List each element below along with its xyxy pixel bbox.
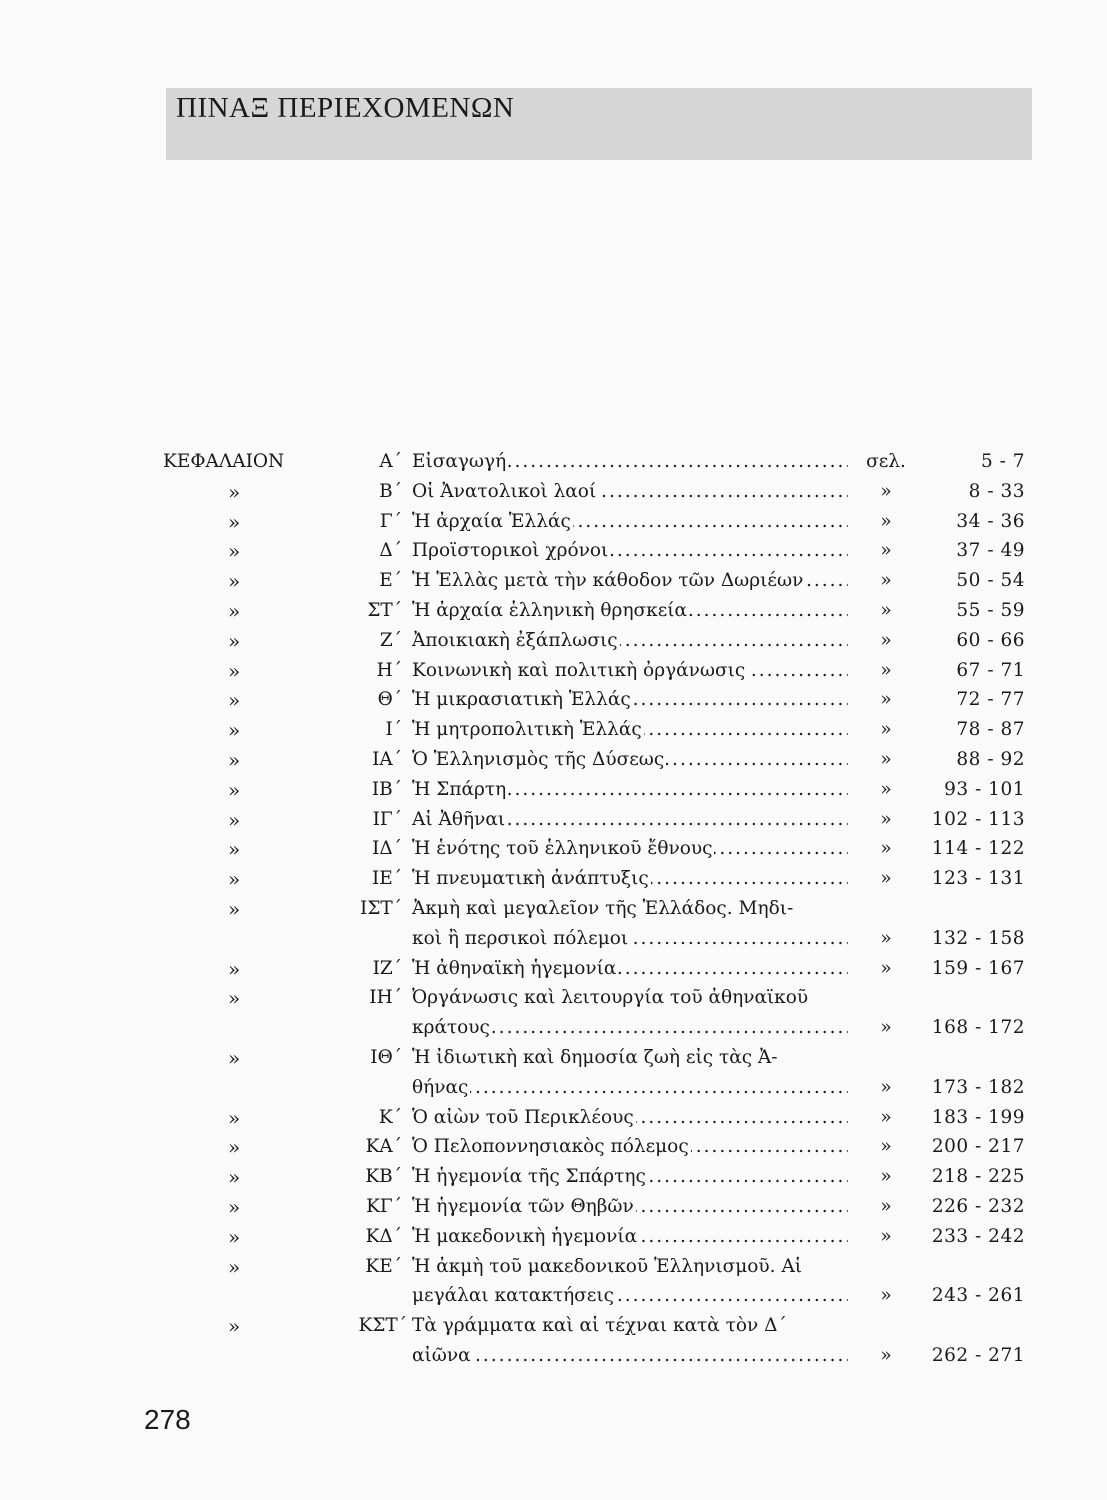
chapter-number: Η΄ bbox=[376, 659, 402, 681]
page-mark: » bbox=[880, 659, 892, 681]
page-range: 60 - 66 bbox=[956, 629, 1025, 651]
chapter-number: Ε΄ bbox=[379, 570, 402, 592]
toc-entry bbox=[0, 1162, 1107, 1192]
chapter-title-text: Ἡ Ἑλλὰς μετὰ τὴν κάθοδον τῶν Δωριέων bbox=[412, 570, 804, 592]
chapter-number: ΙΖ΄ bbox=[372, 957, 402, 979]
chapter-label: » bbox=[228, 748, 241, 772]
chapter-title bbox=[412, 1132, 848, 1162]
chapter-title-text: Ἡ μικρασιατικὴ Ἑλλάς bbox=[412, 689, 631, 711]
chapter-title-text: Ἡ μητροπολιτικὴ Ἑλλάς bbox=[412, 719, 642, 741]
toc-entry bbox=[0, 1013, 1107, 1043]
toc-entry bbox=[0, 834, 1107, 864]
chapter-number: ΚΒ΄ bbox=[365, 1166, 402, 1188]
chapter-number: ΙΕ΄ bbox=[371, 868, 402, 890]
chapter-title-text: Εἰσαγωγή bbox=[412, 451, 507, 472]
chapter-title-text: Ἡ πνευματικὴ ἀνάπτυξις bbox=[412, 868, 649, 890]
page-mark: » bbox=[880, 1076, 892, 1098]
chapter-number: ΙΘ΄ bbox=[370, 1047, 402, 1068]
chapter-title-text: Ἡ ἀκμὴ τοῦ μακεδονικοῦ Ἑλληνισμοῦ. Αἱ bbox=[412, 1255, 803, 1277]
page-mark: σελ. bbox=[866, 451, 906, 472]
chapter-title bbox=[412, 1192, 848, 1222]
chapter-label: » bbox=[228, 688, 241, 713]
chapter-label: » bbox=[228, 509, 241, 534]
chapter-title-text: Ὀργάνωσις καὶ λειτουργία τοῦ ἀθηναϊκοῦ bbox=[412, 987, 809, 1009]
page-title: ΠΙΝΑΞ ΠΕΡΙΕΧΟΜΕΝΩΝ bbox=[176, 92, 515, 124]
toc-entry bbox=[0, 1103, 1107, 1133]
chapter-title bbox=[412, 805, 848, 835]
page-range: 37 - 49 bbox=[956, 540, 1025, 562]
chapter-label: » bbox=[228, 1105, 241, 1130]
toc-entry bbox=[0, 983, 1107, 1013]
chapter-title-text: Ἡ ἀρχαία Ἑλλάς bbox=[412, 510, 571, 532]
chapter-number: Κ΄ bbox=[378, 1106, 402, 1128]
page-mark: » bbox=[880, 1345, 892, 1366]
toc-entry bbox=[0, 894, 1107, 924]
chapter-number: ΙΑ΄ bbox=[372, 749, 402, 770]
chapter-title-text: Αἱ Ἀθῆναι bbox=[412, 808, 506, 830]
chapter-title bbox=[412, 775, 848, 805]
page-range: 243 - 261 bbox=[931, 1285, 1025, 1307]
chapter-title-text: Κοινωνικὴ καὶ πολιτικὴ ὀργάνωσις bbox=[412, 659, 746, 681]
chapter-label: » bbox=[228, 1254, 241, 1279]
chapter-label: » bbox=[228, 599, 241, 623]
chapter-number: ΙΣΤ΄ bbox=[360, 898, 402, 919]
page-range: 78 - 87 bbox=[956, 719, 1025, 741]
chapter-number: ΣΤ΄ bbox=[367, 600, 402, 621]
toc-entry bbox=[0, 447, 1107, 477]
chapter-number: ΚΔ΄ bbox=[365, 1225, 402, 1247]
chapter-title-text: Ἡ ἡγεμονία τῶν Θηβῶν bbox=[412, 1196, 634, 1217]
chapter-label: » bbox=[228, 986, 241, 1011]
toc-entry bbox=[0, 1192, 1107, 1222]
page-mark: » bbox=[880, 480, 892, 502]
toc-entry bbox=[0, 566, 1107, 596]
chapter-title bbox=[412, 894, 848, 924]
page-mark: » bbox=[880, 510, 892, 532]
toc-entry bbox=[0, 685, 1107, 715]
chapter-title-text: Ἀποικιακὴ ἐξάπλωσις bbox=[412, 629, 618, 651]
page-range: 34 - 36 bbox=[956, 510, 1025, 532]
toc-entry bbox=[0, 1311, 1107, 1341]
chapter-label: » bbox=[228, 1135, 241, 1160]
page-mark: » bbox=[880, 689, 892, 711]
chapter-number: ΙΗ΄ bbox=[369, 987, 402, 1009]
chapter-title bbox=[412, 1311, 848, 1341]
page-range: 67 - 71 bbox=[956, 659, 1025, 681]
chapter-number: Β΄ bbox=[379, 480, 402, 502]
chapter-label: ΚΕΦΑΛΑΙΟΝ bbox=[163, 451, 285, 472]
chapter-title bbox=[412, 596, 848, 626]
toc-entry bbox=[0, 864, 1107, 894]
chapter-label: » bbox=[228, 1165, 241, 1190]
page-mark: » bbox=[880, 540, 892, 562]
chapter-title bbox=[412, 745, 848, 775]
page-range: 114 - 122 bbox=[931, 838, 1025, 860]
chapter-label: » bbox=[228, 956, 241, 981]
toc-entry bbox=[0, 1073, 1107, 1103]
chapter-title bbox=[412, 834, 848, 864]
chapter-number: ΚΣΤ΄ bbox=[358, 1315, 407, 1337]
chapter-title-text: Ἡ ἡγεμονία τῆς Σπάρτης bbox=[412, 1166, 646, 1188]
chapter-number: ΚΕ΄ bbox=[365, 1255, 402, 1277]
page-mark: » bbox=[880, 838, 892, 860]
chapter-title-text: Ἀκμὴ καὶ μεγαλεῖον τῆς Ἑλλάδος. Μηδι- bbox=[412, 898, 794, 919]
chapter-title bbox=[412, 507, 848, 537]
page-range: 218 - 225 bbox=[931, 1166, 1025, 1188]
chapter-title bbox=[412, 1252, 848, 1282]
chapter-title bbox=[412, 685, 848, 715]
page-range: 93 - 101 bbox=[944, 778, 1025, 800]
chapter-title bbox=[412, 1103, 848, 1133]
toc-entry bbox=[0, 1222, 1107, 1252]
chapter-title-text: Τὰ γράμματα καὶ αἱ τέχναι κατὰ τὸν Δ΄ bbox=[412, 1315, 787, 1337]
page-mark: » bbox=[880, 1225, 892, 1247]
chapter-number: Δ΄ bbox=[379, 540, 402, 562]
toc-entry bbox=[0, 805, 1107, 835]
page-mark: » bbox=[880, 868, 892, 890]
chapter-label: » bbox=[228, 1046, 241, 1070]
chapter-number: ΚΑ΄ bbox=[365, 1136, 402, 1158]
chapter-title-text: Προϊστορικοὶ χρόνοι bbox=[412, 540, 609, 562]
chapter-title bbox=[412, 1043, 848, 1073]
toc-entry bbox=[0, 954, 1107, 984]
page-range: 159 - 167 bbox=[931, 957, 1025, 979]
chapter-label: » bbox=[228, 867, 241, 892]
page-range: 226 - 232 bbox=[931, 1196, 1025, 1217]
chapter-label: » bbox=[228, 718, 241, 743]
chapter-title-text: Ἡ ἀθηναϊκὴ ἡγεμονία bbox=[412, 957, 617, 979]
page-mark: » bbox=[880, 600, 892, 621]
chapter-title-text: Ἡ ἀρχαία ἑλληνικὴ θρησκεία bbox=[412, 600, 688, 621]
chapter-number: ΙΓ΄ bbox=[372, 808, 402, 830]
chapter-number: ΙΒ΄ bbox=[371, 778, 402, 800]
chapter-number: ΙΔ΄ bbox=[372, 838, 402, 860]
chapter-title bbox=[412, 715, 848, 745]
toc-entry bbox=[0, 775, 1107, 805]
toc-entry bbox=[0, 745, 1107, 775]
page-range: 200 - 217 bbox=[931, 1136, 1025, 1158]
page-range: 5 - 7 bbox=[980, 451, 1025, 472]
page-mark: » bbox=[880, 1166, 892, 1188]
chapter-number: Θ΄ bbox=[377, 689, 402, 711]
chapter-title bbox=[412, 1281, 848, 1311]
chapter-title-text: Ἡ ἰδιωτικὴ καὶ δημοσία ζωὴ εἰς τὰς Ἀ- bbox=[412, 1047, 778, 1068]
chapter-title-text: Ἡ Σπάρτη bbox=[412, 778, 507, 800]
page-mark: » bbox=[880, 808, 892, 830]
chapter-title bbox=[412, 1341, 848, 1371]
page-range: 262 - 271 bbox=[931, 1345, 1025, 1366]
page-mark: » bbox=[880, 778, 892, 800]
chapter-title-text: Ἡ ἑνότης τοῦ ἑλληνικοῦ ἔθνους bbox=[412, 838, 713, 860]
page-mark: » bbox=[880, 629, 892, 651]
chapter-number: Α΄ bbox=[379, 451, 402, 472]
toc-entry bbox=[0, 626, 1107, 656]
toc-entry bbox=[0, 1132, 1107, 1162]
chapter-label: » bbox=[228, 658, 241, 683]
toc-entry bbox=[0, 656, 1107, 686]
chapter-title bbox=[412, 1222, 848, 1252]
page-range: 88 - 92 bbox=[956, 749, 1025, 770]
page-mark: » bbox=[880, 1136, 892, 1158]
page-mark: » bbox=[880, 1106, 892, 1128]
chapter-title-text: κοὶ ἢ περσικοὶ πόλεμοι bbox=[412, 927, 629, 949]
chapter-number: ΚΓ΄ bbox=[366, 1196, 402, 1217]
page-mark: » bbox=[880, 957, 892, 979]
page-range: 72 - 77 bbox=[956, 689, 1025, 711]
chapter-title-text: αἰῶνα bbox=[412, 1345, 471, 1366]
chapter-title-text: Ὁ αἰὼν τοῦ Περικλέους bbox=[412, 1106, 634, 1128]
chapter-title bbox=[412, 447, 848, 477]
page-range: 233 - 242 bbox=[931, 1225, 1025, 1247]
chapter-label: » bbox=[228, 628, 241, 653]
toc-entry bbox=[0, 596, 1107, 626]
page-mark: » bbox=[880, 570, 892, 592]
chapter-title-text: Ὁ Πελοποννησιακὸς πόλεμος bbox=[412, 1136, 689, 1158]
chapter-title bbox=[412, 1073, 848, 1103]
chapter-title-text: Ὁ Ἑλληνισμὸς τῆς Δύσεως bbox=[412, 749, 665, 770]
chapter-title bbox=[412, 477, 848, 507]
chapter-label: » bbox=[228, 1224, 241, 1249]
chapter-title bbox=[412, 656, 848, 686]
page-range: 168 - 172 bbox=[931, 1017, 1025, 1039]
page-range: 173 - 182 bbox=[931, 1076, 1025, 1098]
chapter-label: » bbox=[228, 777, 241, 802]
page-mark: » bbox=[880, 1285, 892, 1307]
toc-entry bbox=[0, 1341, 1107, 1371]
page-number: 278 bbox=[144, 1404, 191, 1435]
chapter-title bbox=[412, 1162, 848, 1192]
page-range: 123 - 131 bbox=[931, 868, 1025, 890]
page-mark: » bbox=[880, 927, 892, 949]
toc-entry bbox=[0, 1043, 1107, 1073]
chapter-label: » bbox=[228, 1195, 241, 1219]
chapter-title bbox=[412, 983, 848, 1013]
chapter-label: » bbox=[228, 479, 241, 504]
toc-entry bbox=[0, 715, 1107, 745]
page-range: 183 - 199 bbox=[931, 1106, 1025, 1128]
chapter-title bbox=[412, 864, 848, 894]
toc-entry bbox=[0, 1281, 1107, 1311]
chapter-title-text: Οἱ Ἀνατολικοὶ λαοί bbox=[412, 480, 597, 502]
chapter-title-text: Ἡ μακεδονικὴ ἡγεμονία bbox=[412, 1225, 638, 1247]
chapter-number: Ζ΄ bbox=[379, 629, 402, 651]
chapter-title bbox=[412, 626, 848, 656]
toc-entry bbox=[0, 507, 1107, 537]
chapter-number: Γ΄ bbox=[379, 510, 402, 532]
page-range: 8 - 33 bbox=[968, 480, 1025, 502]
page-range: 50 - 54 bbox=[956, 570, 1025, 592]
chapter-label: » bbox=[228, 837, 241, 862]
toc-entry bbox=[0, 536, 1107, 566]
chapter-title-text: κράτους bbox=[412, 1017, 490, 1039]
page-mark: » bbox=[880, 719, 892, 741]
chapter-title bbox=[412, 566, 848, 596]
chapter-title bbox=[412, 1013, 848, 1043]
chapter-label: » bbox=[228, 1314, 241, 1339]
chapter-label: » bbox=[228, 807, 241, 832]
toc-entry bbox=[0, 1252, 1107, 1282]
page-range: 55 - 59 bbox=[956, 600, 1025, 621]
toc-entry bbox=[0, 477, 1107, 507]
chapter-label: » bbox=[228, 569, 241, 594]
page-mark: » bbox=[880, 749, 892, 770]
chapter-number: Ι΄ bbox=[385, 719, 402, 741]
page-range: 102 - 113 bbox=[931, 808, 1025, 830]
chapter-title-text: μεγάλαι κατακτήσεις bbox=[412, 1285, 615, 1307]
chapter-title bbox=[412, 954, 848, 984]
chapter-label: » bbox=[228, 897, 241, 921]
toc-entry bbox=[0, 924, 1107, 954]
page-mark: » bbox=[880, 1017, 892, 1039]
chapter-title bbox=[412, 536, 848, 566]
page-mark: » bbox=[880, 1196, 892, 1217]
page-range: 132 - 158 bbox=[931, 927, 1025, 949]
chapter-title-text: θήνας bbox=[412, 1076, 469, 1098]
chapter-label: » bbox=[228, 539, 241, 564]
chapter-title bbox=[412, 924, 848, 954]
